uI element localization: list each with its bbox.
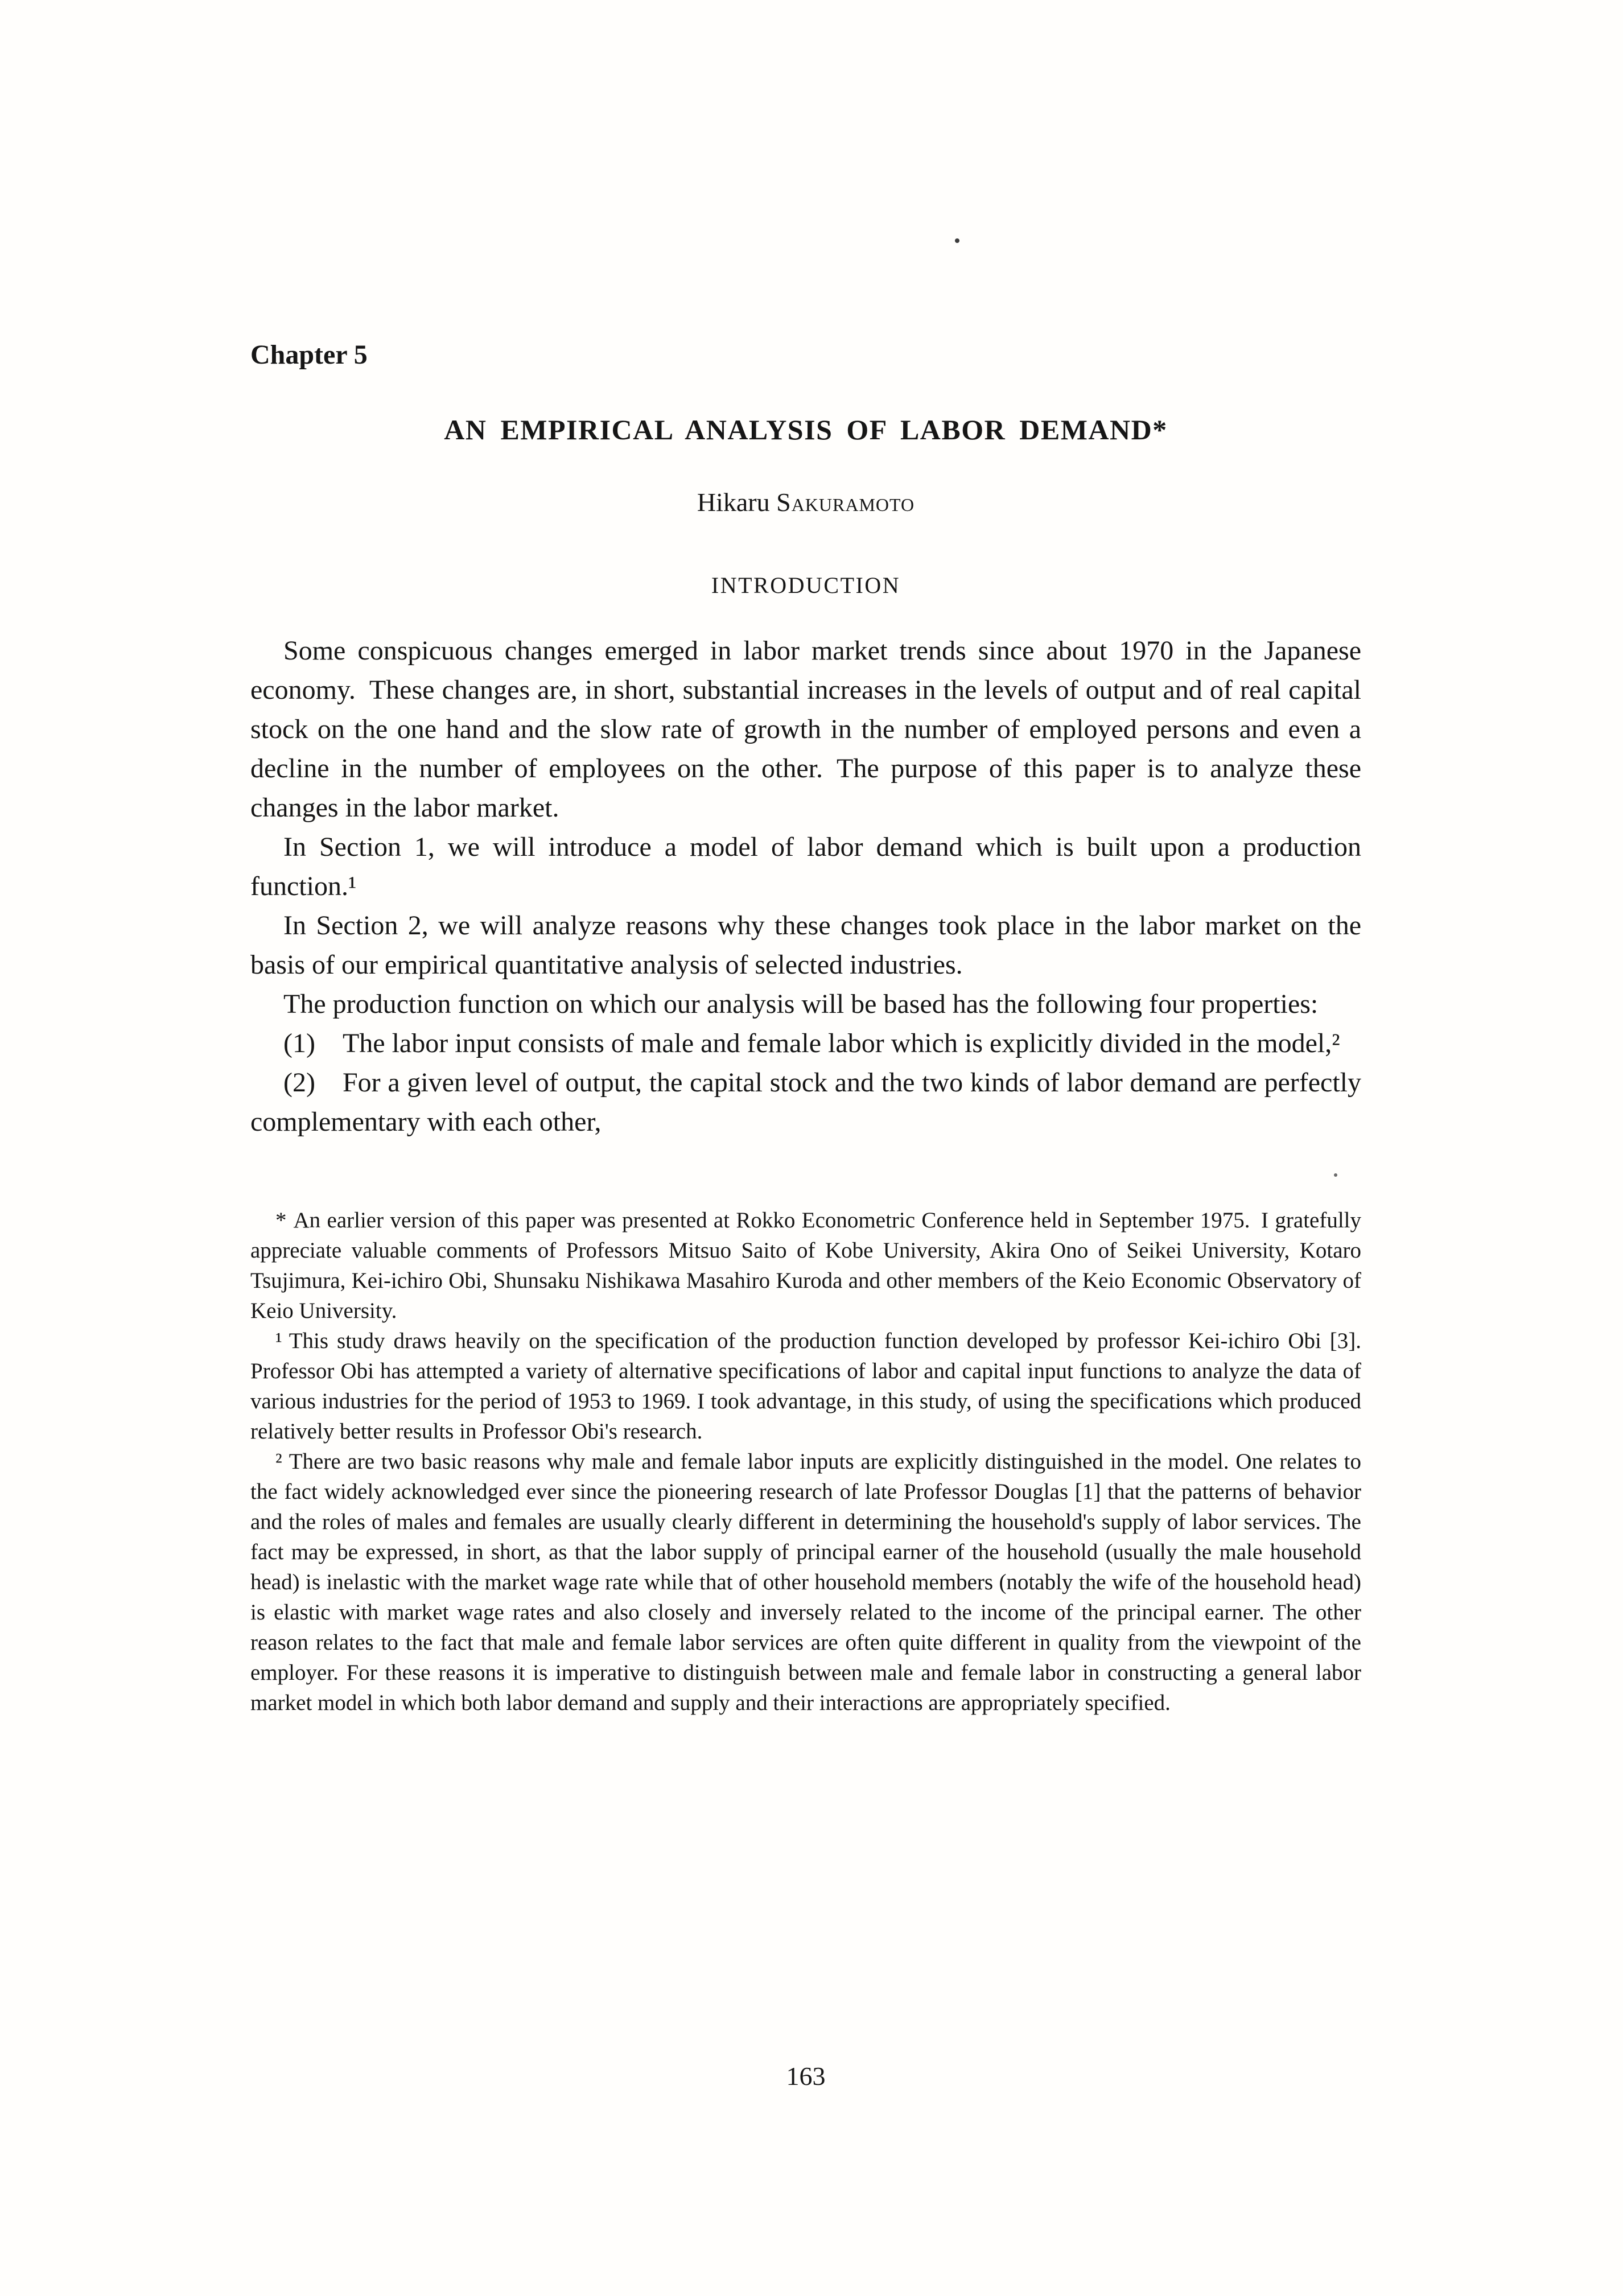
chapter-label: Chapter 5 xyxy=(250,340,368,370)
footnote-marker: ¹ xyxy=(275,1328,282,1353)
body-paragraph: (2) For a given level of output, the capital stock and the two kinds of labor demand are perfectly complementary with each other, xyxy=(250,1067,1361,1137)
page-number: 163 xyxy=(786,2062,826,2091)
author-name xyxy=(250,488,1361,517)
footnotes-block xyxy=(250,1205,1361,1718)
footnote-marker: * xyxy=(275,1207,287,1232)
footnote-text: There are two basic reasons why male and female labor inputs are explicitly distinguished in the model. One relates to the fact widely acknowledged ever since the pioneering research of late Professor Douglas [1] that the patterns of behavior and the roles of males and females are usually clearly different in determining the household's supply of labor services. The fact may be expressed, in short, as that the labor supply of principal earner of the household (usually the male household head) is inelastic with the market wage rate while that of other household members (notably the wife of the household head) is elastic with market wage rates and also closely and inversely related to the income of the principal earner. The other reason relates to the fact that male and female labor services are often quite different in quality from the viewpoint of the employer. For these reasons it is imperative to distinguish between male and female labor in constructing a general labor market model in which both labor demand and supply and their interactions are appropriately specified. xyxy=(250,1449,1361,1715)
body-paragraph: In Section 2, we will analyze reasons why these changes took place in the labor market on the basis of our empirical quantitative analysis of selected industries. xyxy=(250,910,1361,980)
footnote xyxy=(250,1326,1361,1446)
page-content xyxy=(250,0,1361,1718)
body-text xyxy=(250,631,1361,1141)
body-paragraph: The production function on which our analysis will be based has the following four properties: xyxy=(283,988,1319,1019)
body-paragraph: Some conspicuous changes emerged in labor market trends since about 1970 in the Japanese economy. These changes are, in short, substantial increases in the levels of output and of real capital stock on the one hand and the slow rate of growth in the number of employed persons and even a decline in the number of employees on the other. The purpose of this paper is to analyze these changes in the labor market. xyxy=(250,635,1361,823)
author-first-name: Hikaru xyxy=(697,488,770,517)
footnote xyxy=(250,1205,1361,1326)
footnote-text: This study draws heavily on the specification of the production function developed by professor Kei-ichiro Obi [3]. Professor Obi has attempted a variety of alternative specifications of labor and capital input functions to analyze the data of various industries for the period of 1953 to 1969. I took advantage, in this study, of using the specifications which produced relatively better results in Professor Obi's research. xyxy=(250,1328,1361,1444)
paper-title: AN EMPIRICAL ANALYSIS OF LABOR DEMAND* xyxy=(444,413,1168,446)
footnote-marker: ² xyxy=(275,1449,282,1474)
footnote-text: An earlier version of this paper was presented at Rokko Econometric Conference held in September 1975. I gratefully appreciate valuable comments of Professors Mitsuo Saito of Kobe University, Akira Ono of Seikei University, Kotaro Tsujimura, Kei-ichiro Obi, Shunsaku Nishikawa Masahiro Kuroda and other members of the Keio Economic Observatory of Keio University. xyxy=(250,1207,1361,1323)
section-heading: INTRODUCTION xyxy=(711,572,901,598)
body-paragraph: In Section 1, we will introduce a model of labor demand which is built upon a production function.¹ xyxy=(250,831,1361,901)
author-last-name: Sakuramoto xyxy=(776,488,915,517)
footnote xyxy=(250,1446,1361,1718)
body-paragraph: (1) The labor input consists of male and female labor which is explicitly divided in the model,² xyxy=(283,1028,1340,1058)
